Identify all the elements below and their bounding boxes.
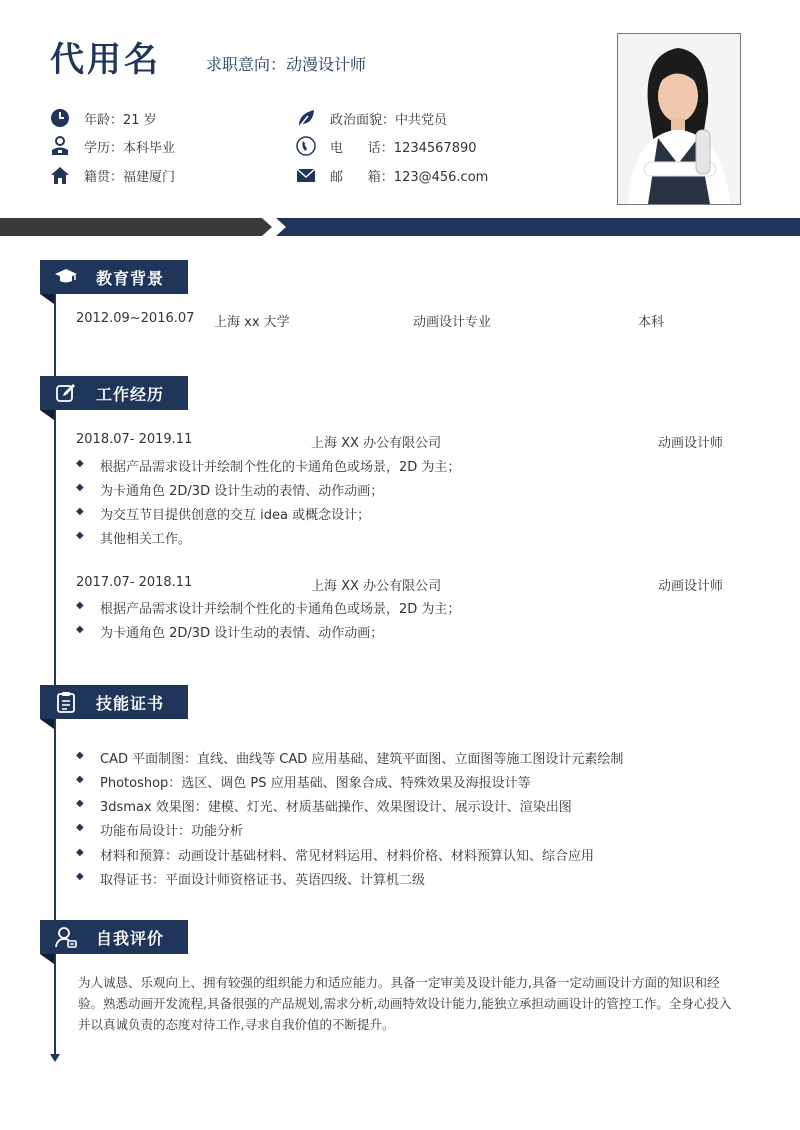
skill-item: ◆ Photoshop：选区、调色 PS 应用基础、图象合成、特殊效果及海报设计等 <box>76 772 531 791</box>
clipboard-icon <box>54 690 78 714</box>
self-eval-text: 为人诚恳、乐观向上、拥有较强的组织能力和适应能力。具备一定审美及设计能力,具备一定动画设计方面的知识和经验。熟悉动画开发流程,具备很强的产品规划,需求分析,动画特效设计能力,能独立承担动画设计的管控工作。全身心投入并以真诚负责的态度对待工作,寻求自我价值的不断提升。 <box>78 975 732 1032</box>
info-education-text: 学历：本科毕业 <box>84 140 176 156</box>
leaf-icon <box>296 108 316 128</box>
info-phone <box>296 136 477 156</box>
job-2-duty: ◆ 根据产品需求设计并绘制个性化的卡通角色或场景，2D 为主； <box>76 598 460 617</box>
clock-icon <box>50 108 70 128</box>
education-period: 2012.09~2016.07 <box>76 311 195 326</box>
info-politics <box>296 108 447 128</box>
education-major: 动画设计专业 <box>413 315 492 330</box>
job-2-position: 动画设计师 <box>658 579 724 594</box>
edit-icon <box>54 381 78 405</box>
job-1-company: 上海 XX 办公有限公司 <box>311 436 442 451</box>
job-1-period: 2018.07- 2019.11 <box>76 432 193 447</box>
info-age-text: 年龄：21 岁 <box>84 112 157 128</box>
profile-photo <box>617 33 741 205</box>
job-1-duty: ◆ 其他相关工作。 <box>76 528 191 547</box>
skill-item: ◆ 取得证书：平面设计师资格证书、英语四级、计算机二级 <box>76 869 425 888</box>
section-title-skills: 技能证书 <box>96 694 165 713</box>
education-school: 上海 xx 大学 <box>214 315 290 330</box>
section-title-education: 教育背景 <box>96 269 165 288</box>
info-hometown-text: 籍贯：福建厦门 <box>84 169 176 185</box>
skill-item: ◆ 3dsmax 效果图：建模、灯光、材质基础操作、效果图设计、展示设计、渲染出图 <box>76 796 572 815</box>
job-1-duty: ◆ 根据产品需求设计并绘制个性化的卡通角色或场景，2D 为主； <box>76 456 460 475</box>
job-1-duty: ◆ 为交互节目提供创意的交互 idea 或概念设计； <box>76 504 370 523</box>
job-2-period: 2017.07- 2018.11 <box>76 575 193 590</box>
section-header-education <box>40 260 188 294</box>
section-header-skills <box>40 685 188 719</box>
person-icon <box>50 136 70 156</box>
mail-icon <box>296 165 316 185</box>
job-2-company: 上海 XX 办公有限公司 <box>311 579 442 594</box>
skill-item: ◆ 功能布局设计：功能分析 <box>76 820 243 839</box>
info-email-text: 邮 箱：123@456.com <box>330 169 489 185</box>
skill-item: ◆ 材料和预算：动画设计基础材料、常见材料运用、材料价格、材料预算认知、综合应用 <box>76 845 594 864</box>
user-profile-icon <box>54 925 78 949</box>
info-politics-text: 政治面貌：中共党员 <box>330 112 448 128</box>
job-intent: 求职意向：动漫设计师 <box>206 55 367 74</box>
candidate-name: 代用名 <box>50 40 161 80</box>
info-email <box>296 165 488 185</box>
info-education <box>50 136 175 156</box>
header-divider-band <box>0 218 800 236</box>
education-degree: 本科 <box>638 315 665 330</box>
section-title-self-eval: 自我评价 <box>96 929 165 948</box>
info-age <box>50 108 157 128</box>
timeline-arrow <box>50 1054 60 1062</box>
graduation-cap-icon <box>54 265 78 289</box>
job-2-duty: ◆ 为卡通角色 2D/3D 设计生动的表情、动作动画； <box>76 622 383 641</box>
section-header-work <box>40 376 188 410</box>
info-hometown <box>50 165 175 185</box>
section-title-work: 工作经历 <box>96 385 165 404</box>
section-header-self-eval <box>40 920 188 954</box>
info-phone-text: 电 话：1234567890 <box>330 140 477 156</box>
skill-item: ◆ CAD 平面制图：直线、曲线等 CAD 应用基础、建筑平面图、立面图等施工图设计元素绘制 <box>76 748 623 767</box>
home-icon <box>50 165 70 185</box>
phone-icon <box>296 136 316 156</box>
job-1-duty: ◆ 为卡通角色 2D/3D 设计生动的表情、动作动画； <box>76 480 383 499</box>
job-1-position: 动画设计师 <box>658 436 724 451</box>
